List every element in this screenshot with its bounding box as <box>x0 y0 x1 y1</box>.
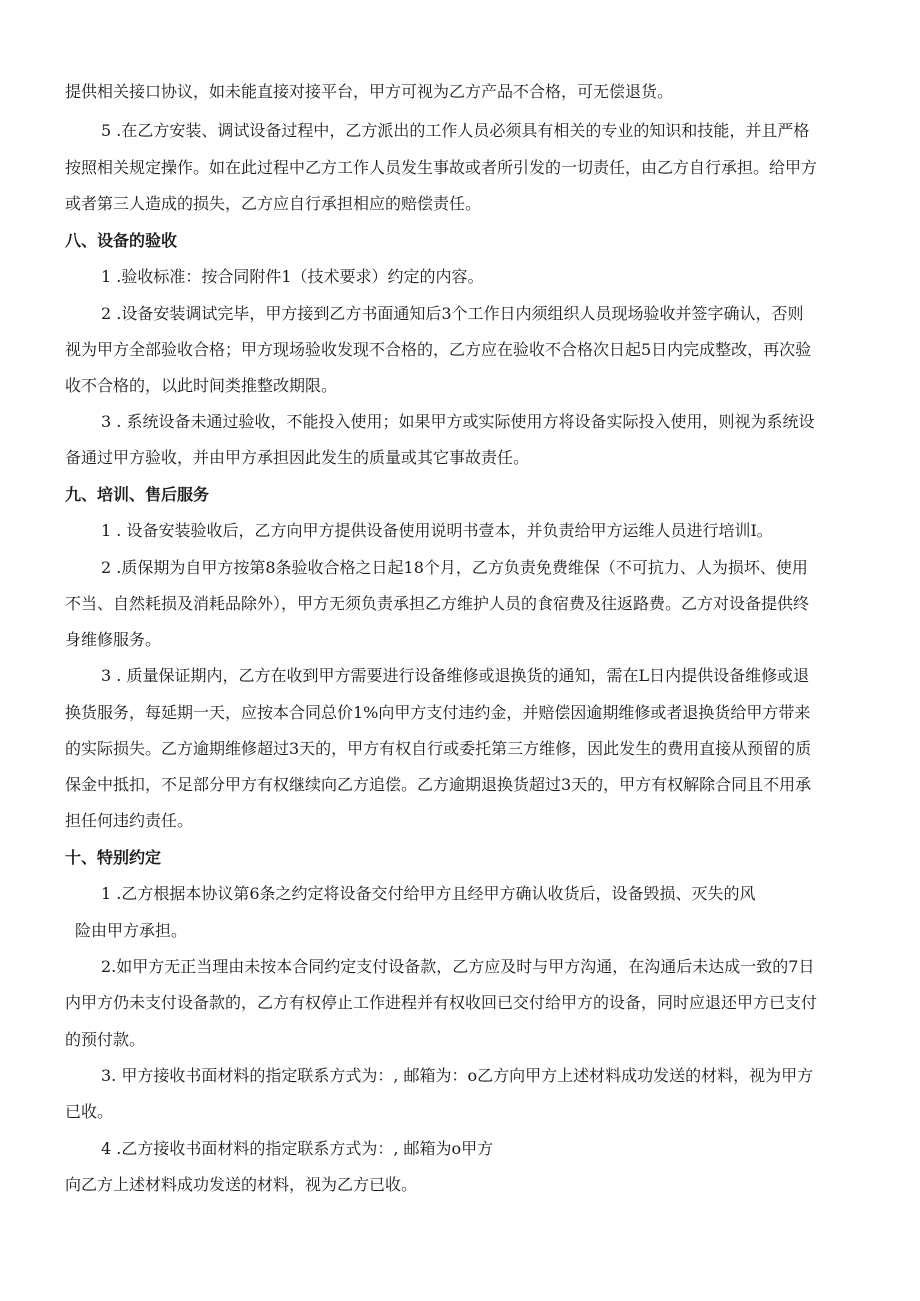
text-line: 4 .乙方接收书面材料的指定联系方式为：, 邮箱为o甲方 <box>101 1139 494 1158</box>
section-heading: 九、培训、售后服务 <box>65 485 210 504</box>
text-line: 1 . 设备安装验收后，乙方向甲方提供设备使用说明书壹本，并负责给甲方运维人员进行培训I。 <box>101 521 773 540</box>
section-heading: 十、特别约定 <box>65 848 162 867</box>
text-line: 担任何违约责任。 <box>65 811 194 830</box>
text-line: 或者第三人造成的损失，乙方应自行承担相应的赔偿责任。 <box>65 194 482 213</box>
text-line: 2 .设备安装调试完毕，甲方接到乙方书面通知后3个工作日内须组织人员现场验收并签字确认，否则 <box>101 304 804 323</box>
text-line: 提供相关接口协议，如未能直接对接平台，甲方可视为乙方产品不合格，可无偿退货。 <box>65 82 674 101</box>
text-line: 3. 甲方接收书面材料的指定联系方式为：, 邮箱为：o乙方向甲方上述材料成功发送的材料，视为甲方 <box>101 1066 814 1085</box>
text-line: 视为甲方全部验收合格；甲方现场验收发现不合格的，乙方应在验收不合格次日起5日内完成整改，再次验 <box>65 340 812 359</box>
text-line: 内甲方仍未支付设备款的，乙方有权停止工作进程并有权收回已交付给甲方的设备，同时应退还甲方已支付 <box>65 993 818 1012</box>
text-line: 2.如甲方无正当理由未按本合同约定支付设备款，乙方应及时与甲方沟通，在沟通后未达成一致的7日 <box>101 957 815 976</box>
text-line: 备通过甲方验收，并由甲方承担因此发生的质量或其它事故责任。 <box>65 448 530 467</box>
text-line: 的预付款。 <box>65 1030 146 1049</box>
text-line: 3 . 质量保证期内，乙方在收到甲方需要进行设备维修或退换货的通知，需在L日内提供设备维修或退 <box>101 666 810 685</box>
text-line: 3 . 系统设备未通过验收，不能投入使用；如果甲方或实际使用方将设备实际投入使用，则视为系统设 <box>101 412 815 431</box>
text-line: 按照相关规定操作。如在此过程中乙方工作人员发生事故或者所引发的一切责任，由乙方自行承担。给甲方 <box>65 158 818 177</box>
text-line: 5 .在乙方安装、调试设备过程中，乙方派出的工作人员必须具有相关的专业的知识和技能，并且严格 <box>101 121 810 140</box>
text-line: 2 .质保期为自甲方按第8条验收合格之日起18个月，乙方负责免费维保（不可抗力、人为损坏、使用 <box>101 558 808 577</box>
section-heading: 八、设备的验收 <box>65 231 178 250</box>
text-line: 收不合格的，以此时间类推整改期限。 <box>65 376 338 395</box>
text-line: 的实际损失。乙方逾期维修超过3天的，甲方有权自行或委托第三方维修，因此发生的费用直接从预留的质 <box>65 739 812 758</box>
text-line: 1 .乙方根据本协议第6条之约定将设备交付给甲方且经甲方确认收货后，设备毁损、灭失的风 <box>101 884 756 903</box>
text-line: 身维修服务。 <box>65 630 162 649</box>
text-line: 已收。 <box>65 1102 114 1121</box>
text-line: 保金中抵扣，不足部分甲方有权继续向乙方追偿。乙方逾期退换货超过3天的，甲方有权解除合同且不用承 <box>65 775 812 794</box>
text-line: 向乙方上述材料成功发送的材料，视为乙方已收。 <box>65 1175 418 1194</box>
text-line: 不当、自然耗损及消耗品除外），甲方无须负责承担乙方维护人员的食宿费及往返路费。乙方对设备提供终 <box>65 594 810 613</box>
text-line: 险由甲方承担。 <box>75 921 188 940</box>
text-line: 1 .验收标准：按合同附件1（技术要求）约定的内容。 <box>101 267 484 286</box>
text-line: 换货服务，每延期一天，应按本合同总价1%向甲方支付违约金，并赔偿因逾期维修或者退换货给甲方带来 <box>65 703 811 722</box>
